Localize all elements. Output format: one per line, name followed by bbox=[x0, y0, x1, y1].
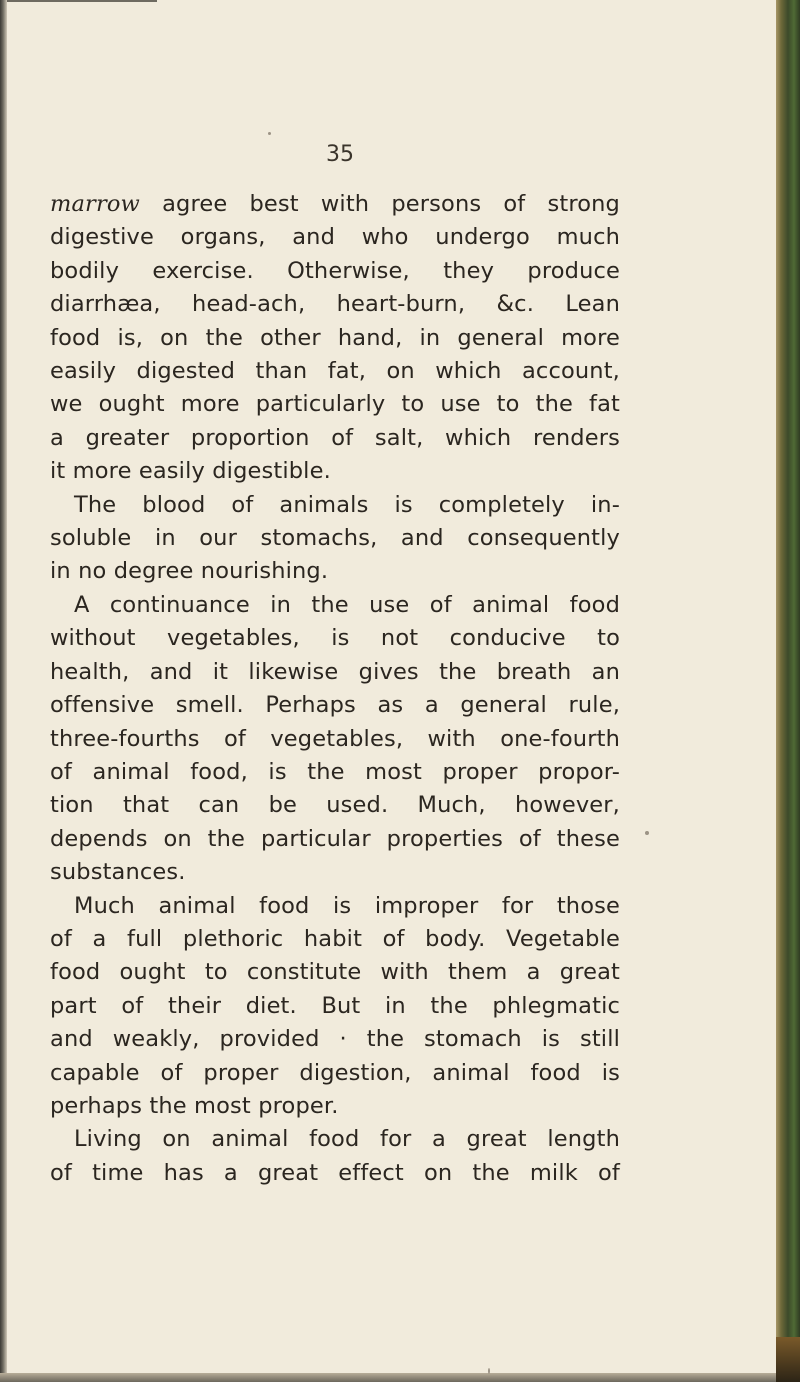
text-line: health, and it likewise gives the breath an bbox=[50, 658, 620, 685]
text-line: food is, on the other hand, in general more bbox=[50, 324, 620, 351]
text-line: The blood of animals is completely in- bbox=[74, 491, 620, 518]
text-line: of time has a great effect on the milk of bbox=[50, 1159, 620, 1186]
page-left-edge bbox=[0, 0, 7, 1382]
paper-speck bbox=[268, 132, 271, 135]
top-edge-shadow bbox=[7, 0, 157, 2]
page-bottom-edge bbox=[0, 1373, 776, 1382]
text-line: depends on the particular properties of these bbox=[50, 825, 620, 852]
paragraph-5 bbox=[50, 1123, 620, 1190]
text-line: a greater proportion of salt, which renders bbox=[50, 424, 620, 451]
text-line: perhaps the most proper. bbox=[50, 1092, 339, 1119]
text-line: capable of proper digestion, animal food is bbox=[50, 1059, 620, 1086]
paragraph-2 bbox=[50, 489, 620, 589]
text-line: it more easily digestible. bbox=[50, 458, 331, 485]
text-line: bodily exercise. Otherwise, they produce bbox=[50, 257, 620, 284]
text-line: soluble in our stomachs, and consequently bbox=[50, 525, 620, 552]
text-line bbox=[50, 188, 620, 221]
body-text bbox=[50, 188, 620, 1190]
text-line: food ought to constitute with them a great bbox=[50, 959, 620, 986]
text-line: Much animal food is improper for those bbox=[74, 892, 620, 919]
text-line: diarrhæa, head-ach, heart-burn, &c. Lean bbox=[50, 291, 620, 318]
paragraph-1 bbox=[50, 188, 620, 489]
text-line: of animal food, is the most proper propor- bbox=[50, 758, 620, 785]
spine-bottom-edge bbox=[776, 1337, 800, 1382]
text-line: offensive smell. Perhaps as a general rule, bbox=[50, 692, 620, 719]
text-line: three-fourths of vegetables, with one-fourth bbox=[50, 725, 620, 752]
text-line: digestive organs, and who undergo much bbox=[50, 224, 620, 251]
text-line-segment: agree best with persons of strong bbox=[162, 191, 620, 217]
text-line: without vegetables, is not conducive to bbox=[50, 625, 620, 652]
text-line: and weakly, provided · the stomach is still bbox=[50, 1026, 620, 1053]
paper-speck bbox=[645, 831, 649, 835]
text-line: tion that can be used. Much, however, bbox=[50, 792, 620, 819]
book-spine-edge bbox=[776, 0, 800, 1382]
text-line: easily digested than fat, on which account, bbox=[50, 358, 620, 385]
paragraph-4 bbox=[50, 890, 620, 1124]
text-line: we ought more particularly to use to the fat bbox=[50, 391, 620, 418]
paper-speck bbox=[488, 1368, 490, 1374]
paragraph-3 bbox=[50, 589, 620, 890]
text-line: in no degree nourishing. bbox=[50, 558, 329, 585]
text-line: of a full plethoric habit of body. Vegetable bbox=[50, 925, 620, 952]
page-number: 35 bbox=[326, 142, 354, 167]
emphasized-word: marrow bbox=[50, 191, 140, 217]
text-line: substances. bbox=[50, 859, 186, 886]
text-line: A continuance in the use of animal food bbox=[74, 591, 620, 618]
text-line: Living on animal food for a great length bbox=[74, 1126, 620, 1153]
text-line: part of their diet. But in the phlegmatic bbox=[50, 992, 620, 1019]
